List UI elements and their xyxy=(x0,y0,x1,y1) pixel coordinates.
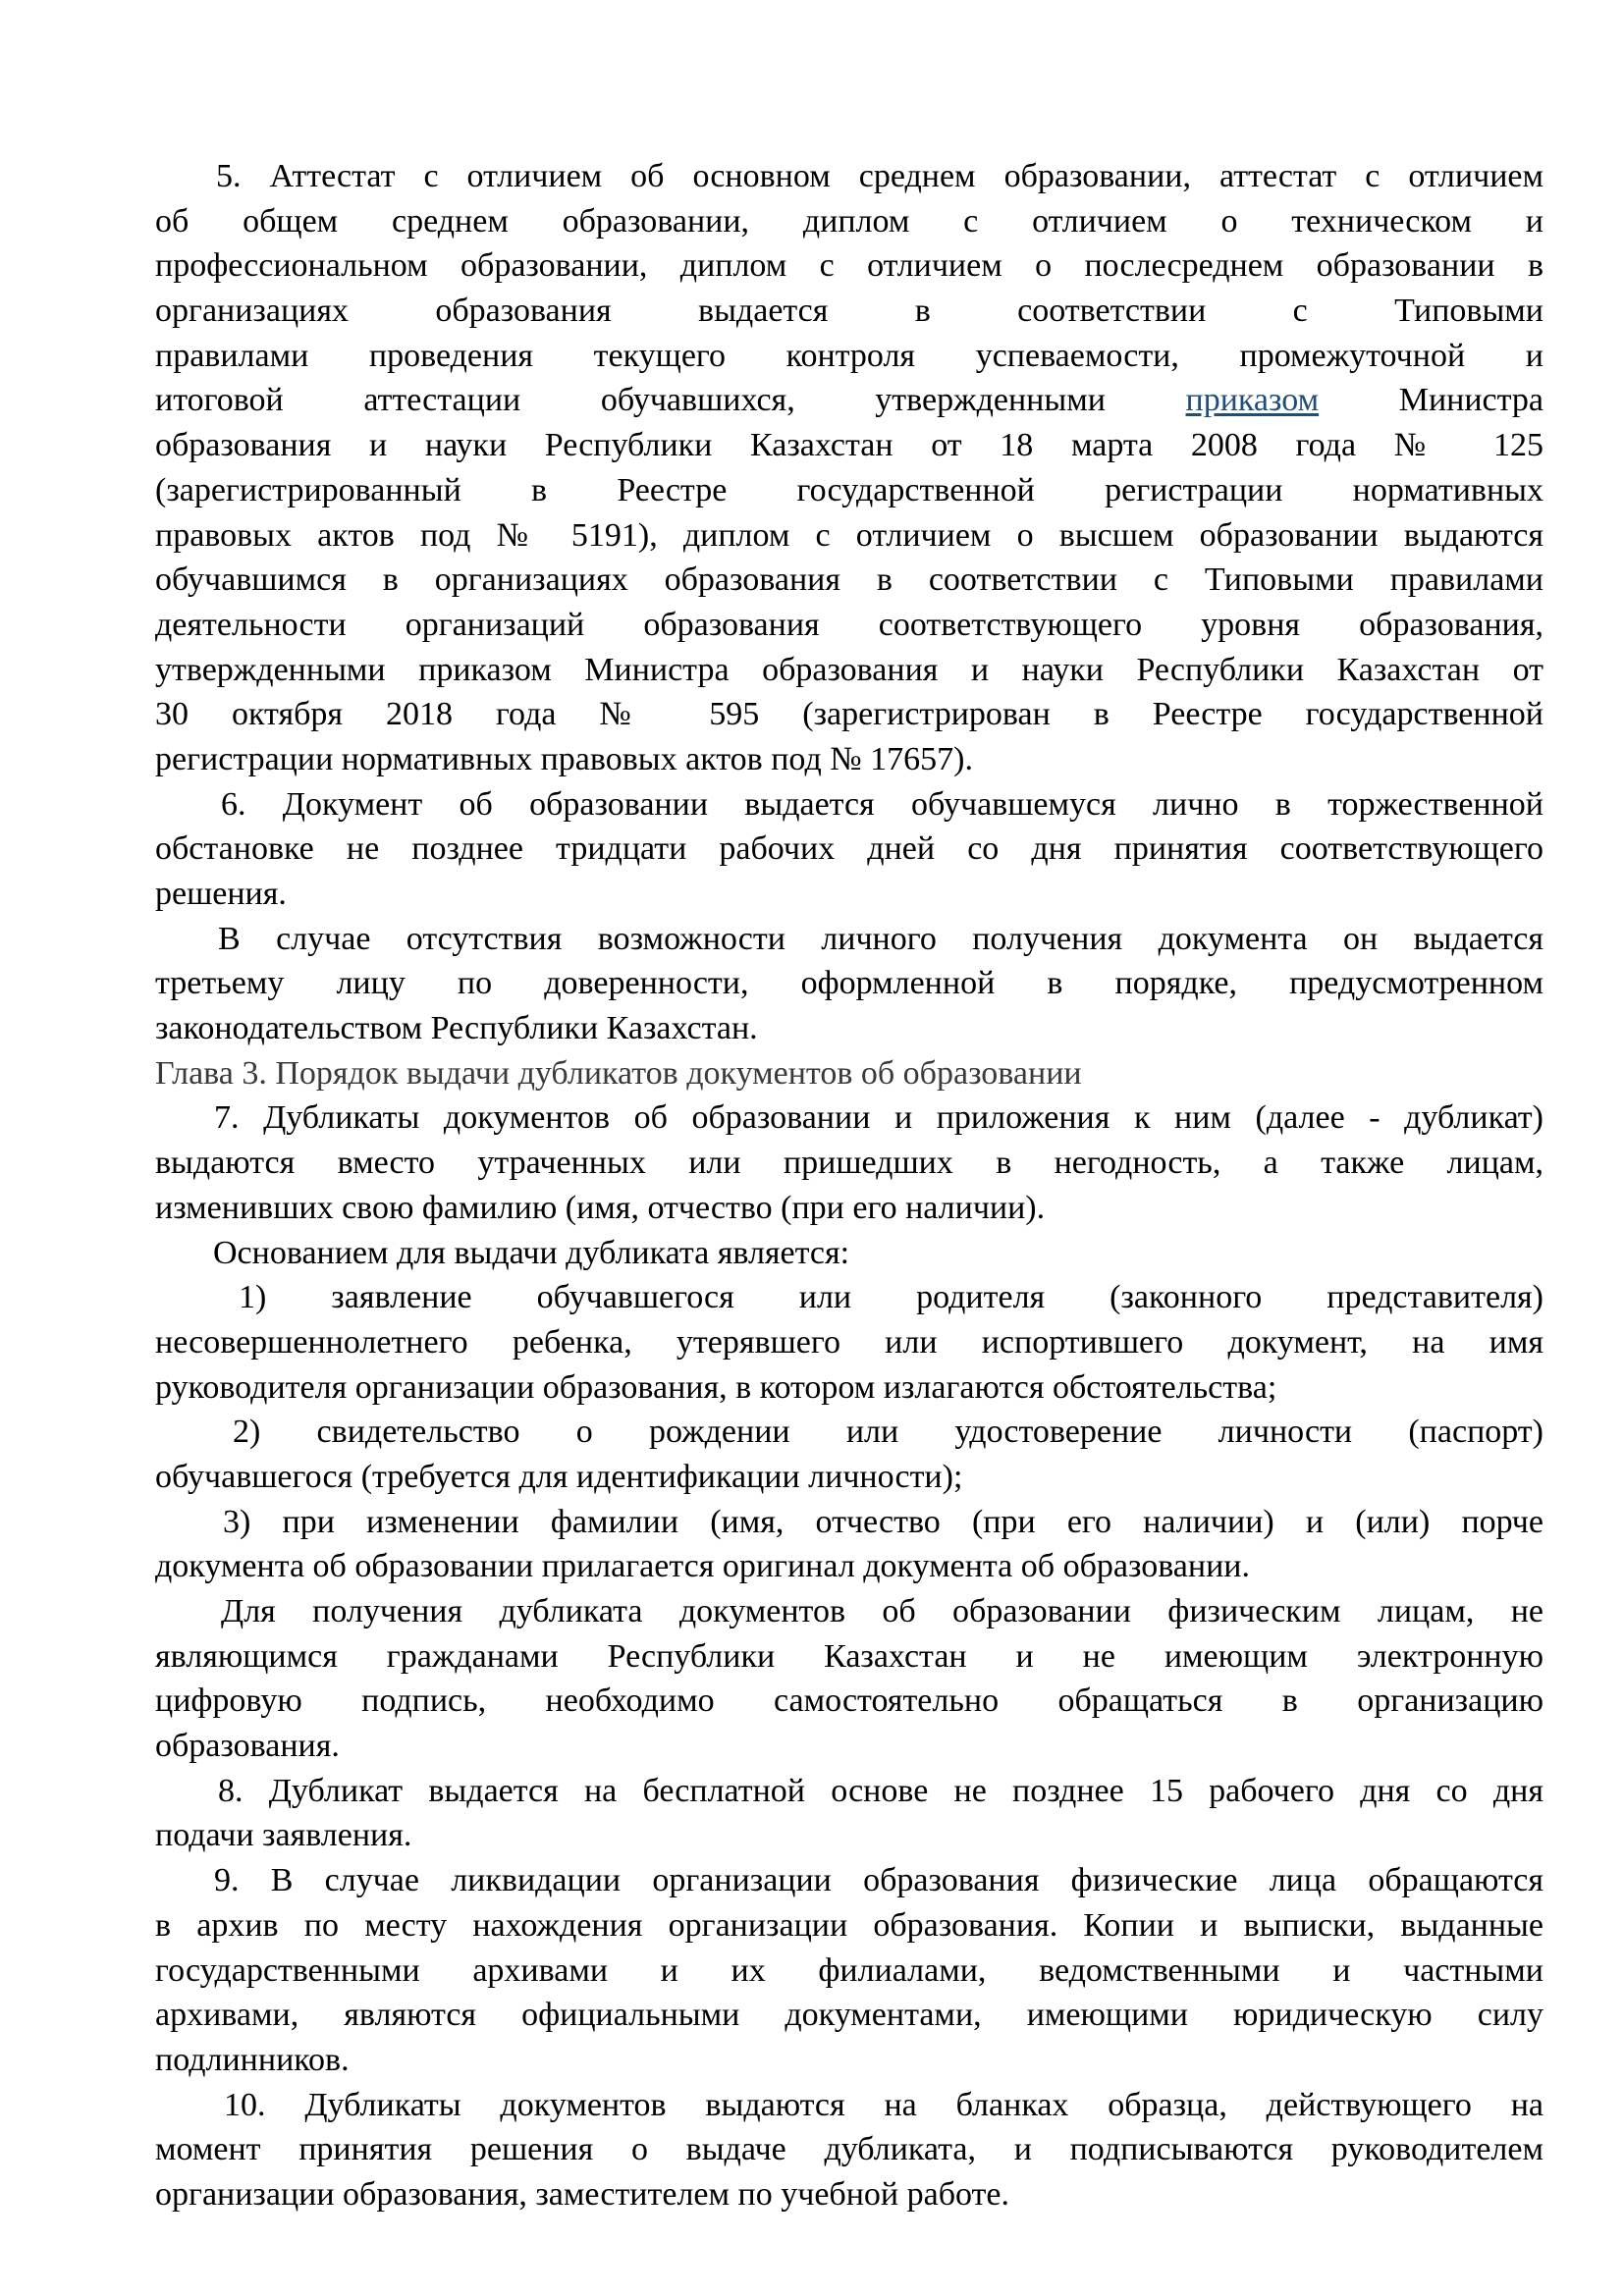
text-line: в архив по месту нахождения организации образования. Копии и выписки, выданные xyxy=(155,1906,1543,1944)
text-line: обучавшимся в организациях образования в соответствии с Типовыми правилами xyxy=(155,561,1543,599)
text-segment: Министра xyxy=(1398,382,1544,419)
text-line: организации образования, заместителем по учебной работе. xyxy=(155,2175,1009,2213)
paragraph-7 xyxy=(155,1095,1543,1230)
text-line: момент принятия решения о выдаче дубликата, и подписываются руководителем xyxy=(155,2131,1543,2168)
text-line: 30 октября 2018 года № 595 (зарегистрирован в Реестре государственной xyxy=(155,696,1543,733)
text-line: утвержденными приказом Министра образования и науки Республики Казахстан от xyxy=(155,651,1543,688)
text-line: Для получения дубликата документов об образовании физическим лицам, не xyxy=(221,1593,1543,1629)
text-line: 2) свидетельство о рождении или удостоверение личности (паспорт) xyxy=(233,1414,1543,1451)
text-line: правилами проведения текущего контроля успеваемости, промежуточной и xyxy=(155,337,1543,374)
text-line: правовых актов под № 5191), диплом с отличием о высшем образовании выдаются xyxy=(155,516,1543,554)
text-line: подачи заявления. xyxy=(155,1817,412,1854)
text-line: документа об образовании прилагается оригинал документа об образовании. xyxy=(155,1548,1250,1585)
text-line: 3) при изменении фамилии (имя, отчество (при его наличии) и (или) порче xyxy=(223,1503,1543,1540)
text-line: обучавшегося (требуется для идентификации личности); xyxy=(155,1458,963,1495)
text-line: В случае отсутствия возможности личного получения документа он выдается xyxy=(218,920,1543,957)
text-line: руководителя организации образования, в котором излагаются обстоятельства; xyxy=(155,1368,1277,1406)
paragraph-6 xyxy=(155,782,1543,917)
text-line: изменивших свою фамилию (имя, отчество (при его наличии). xyxy=(155,1189,1046,1226)
chapter-heading xyxy=(155,1051,1543,1096)
text-line: (зарегистрированный в Реестре государственной регистрации нормативных xyxy=(155,471,1543,508)
paragraph-6-proxy xyxy=(155,917,1543,1051)
chapter-title: Глава 3. Порядок выдачи дубликатов документов об образовании xyxy=(155,1054,1082,1092)
text-line: законодательством Республики Казахстан. xyxy=(155,1010,758,1047)
text-line: выдаются вместо утраченных или пришедших в негодность, а также лицам, xyxy=(155,1145,1543,1182)
text-line: 9. В случае ликвидации организации образования физические лица обращаются xyxy=(214,1862,1543,1899)
text-line: 10. Дубликаты документов выдаются на бланках образца, действующего на xyxy=(224,2086,1543,2123)
text-line: 7. Дубликаты документов об образовании и приложения к ним (далее - дубликат) xyxy=(214,1099,1543,1137)
text-line: обстановке не позднее тридцати рабочих дней со дня принятия соответствующего xyxy=(155,830,1543,868)
document-page xyxy=(155,154,1543,2217)
text-line: 1) заявление обучавшегося или родителя (законного представителя) xyxy=(239,1279,1543,1316)
text-line: Основанием для выдачи дубликата является: xyxy=(213,1234,850,1271)
paragraph-7-basis xyxy=(155,1231,1543,1276)
text-line: деятельности организаций образования соответствующего уровня образования, xyxy=(155,606,1543,643)
text-line: третьему лицу по доверенности, оформленной в порядке, предусмотренном xyxy=(155,965,1543,1002)
paragraph-5 xyxy=(155,154,1543,782)
paragraph-8 xyxy=(155,1769,1543,1858)
text-line: цифровую подпись, необходимо самостоятельно обращаться в организацию xyxy=(155,1682,1543,1720)
text-line: государственными архивами и их филиалами, ведомственными и частными xyxy=(155,1951,1543,1989)
text-line: несовершеннолетнего ребенка, утерявшего или испортившего документ, на имя xyxy=(155,1323,1543,1361)
text-line: регистрации нормативных правовых актов под № 17657). xyxy=(155,740,973,777)
paragraph-9 xyxy=(155,1858,1543,2082)
text-line: организациях образования выдается в соответствии с Типовыми xyxy=(155,293,1543,330)
text-line-with-link xyxy=(155,378,1543,423)
paragraph-10 xyxy=(155,2083,1543,2217)
text-line: об общем среднем образовании, диплом с отличием о техническом и xyxy=(155,202,1543,240)
text-line: архивами, являются официальными документами, имеющими юридическую силу xyxy=(155,1997,1543,2034)
text-line: подлинников. xyxy=(155,2041,350,2078)
text-line: являющимся гражданами Республики Казахстан и не имеющим электронную xyxy=(155,1637,1543,1675)
text-line: 8. Дубликат выдается на бесплатной основе не позднее 15 рабочего дня со дня xyxy=(218,1772,1543,1809)
order-link[interactable]: приказом xyxy=(1185,382,1320,419)
text-line: образования и науки Республики Казахстан от 18 марта 2008 года № 125 xyxy=(155,427,1543,464)
list-item-2 xyxy=(155,1410,1543,1499)
text-line: решения. xyxy=(155,876,287,912)
text-line: профессиональном образовании, диплом с отличием о послесреднем образовании в xyxy=(155,247,1543,285)
list-item-1 xyxy=(155,1275,1543,1410)
text-line: образования. xyxy=(155,1728,340,1765)
text-segment: итоговой аттестации обучавшихся, утвержденными xyxy=(155,382,1106,419)
paragraph-7-foreigners xyxy=(155,1589,1543,1769)
list-item-3 xyxy=(155,1500,1543,1589)
text-line: 5. Аттестат с отличием об основном среднем образовании, аттестат с отличием xyxy=(216,158,1543,194)
text-line: 6. Документ об образовании выдается обучавшемуся лично в торжественной xyxy=(221,785,1543,823)
